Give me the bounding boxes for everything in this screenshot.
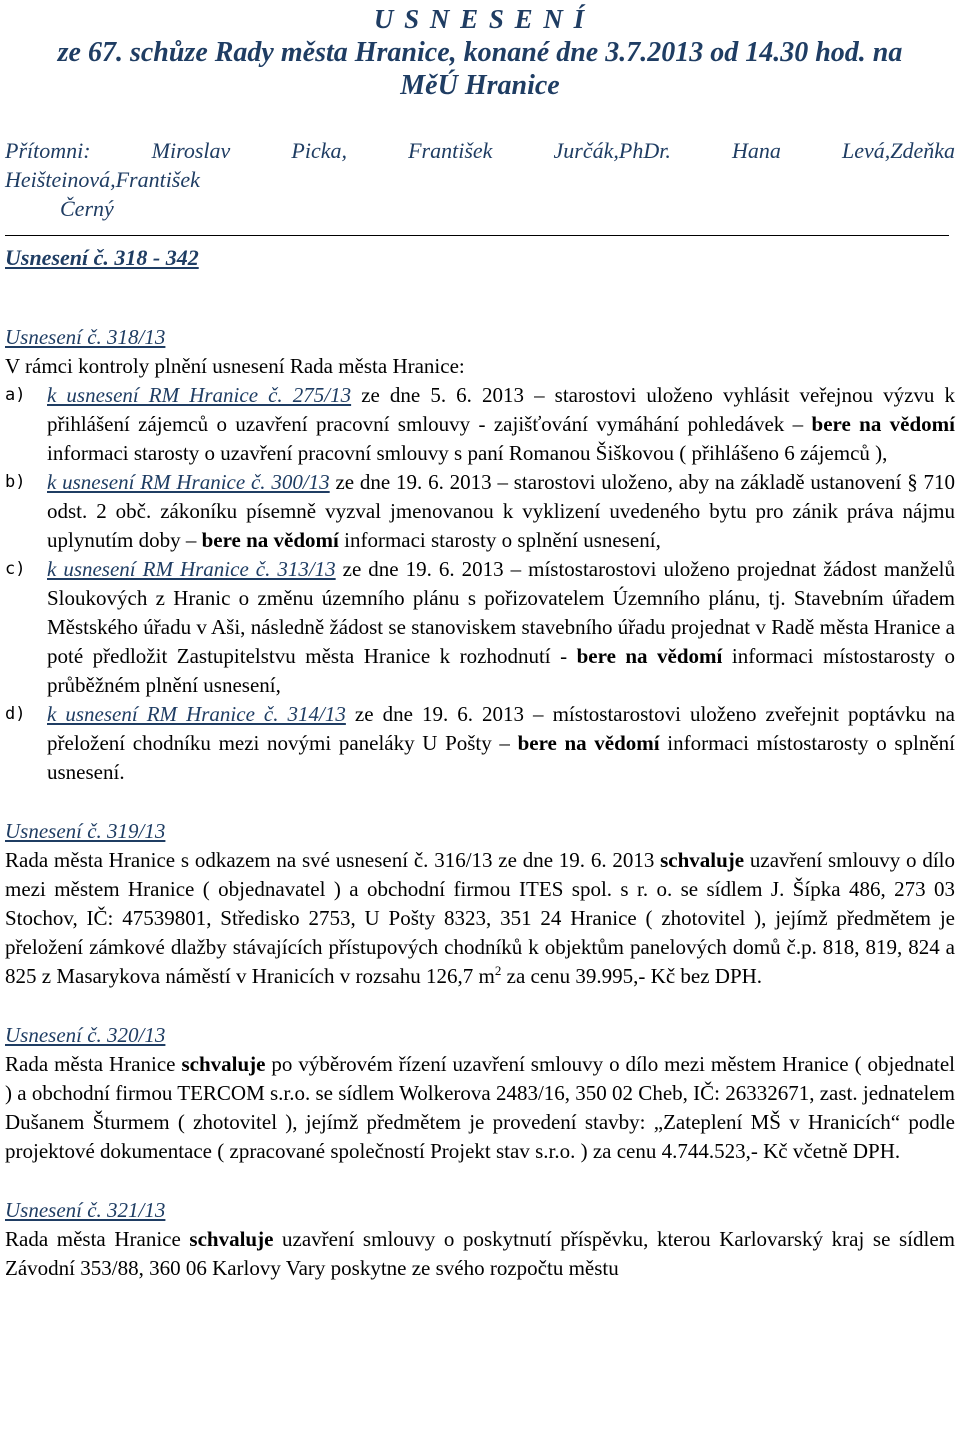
resolution-body: uzavření smlouvy o dílo mezi městem Hranice ( objednavatel ) a obchodní firmou ITES spol. s r. o. se sídlem J. Šípka 486, 273 03 Stochov, IČ: 47539801, Středisko 2753, U Pošty 8323, 351 24 Hranice ( zhotovitel ), jejímž předmětem je přeložení zámkové dlažby stávajících přístupových chodníků k objektům panelových domů č.p. 818, 819, 824 a 825 z Masarykova náměstí v Hranicích v rozsahu 126,7 m xyxy=(5,848,955,988)
item-body: informaci místostarosty o splnění usnesení. xyxy=(47,731,955,784)
item-body: informaci starosty o splnění usnesení, xyxy=(338,528,661,552)
attendance-row-1 xyxy=(5,136,955,165)
item-letter: d) xyxy=(5,704,26,724)
attendance-row-2: Heišteinová,František xyxy=(5,167,200,192)
resolution-body: po výběrovém řízení uzavření smlouvy o dílo mezi městem Hranice ( objednatel ) a obchodní firmou TERCOM s.r.o. se sídlem Wolkerova 2483/16, 350 02 Cheb, IČ: 26332671, zast. jednatelem Dušanem Šturmem ( zhotovitel ), jejímž předmětem je provedení stavby: „Zateplení MŠ v Hranicích“ podle projektové dokumentace ( zpracované společností Projekt stav s.r.o. ) za cenu 4.744.523,- Kč včetně DPH. xyxy=(5,1052,955,1163)
item-text xyxy=(47,381,955,468)
attendee-word: Jurčák,PhDr. xyxy=(553,138,671,163)
item-letter: a) xyxy=(5,385,26,405)
item-body: ze dne 19. 6. 2013 – místostarostovi uloženo zveřejnit poptávku na přeložení chodníku mezi novými paneláky U Pošty – xyxy=(47,702,955,755)
item-letter: b) xyxy=(5,472,26,492)
attendance-label: Přítomni: xyxy=(5,138,91,163)
item-letter: c) xyxy=(5,559,26,579)
resolution-318-heading: Usnesení č. 318/13 xyxy=(5,325,166,349)
reference: k usnesení RM Hranice č. 275/13 xyxy=(47,383,352,407)
resolution-318-item-c xyxy=(5,555,955,700)
attendance-row-3: Černý xyxy=(60,196,114,221)
resolution-body: Rada města Hranice xyxy=(5,1052,182,1076)
attendee-word: Hana xyxy=(731,138,781,163)
resolution-318-intro: V rámci kontroly plnění usnesení Rada města Hranice: xyxy=(5,354,465,378)
superscript: 2 xyxy=(494,963,502,978)
resolution-320-text xyxy=(5,1050,955,1166)
reference: k usnesení RM Hranice č. 314/13 xyxy=(47,702,346,726)
attendance-section xyxy=(5,136,955,223)
item-text xyxy=(47,555,955,700)
bold-phrase: schvaluje xyxy=(181,1052,266,1076)
attendee-word: Levá,Zdeňka xyxy=(841,138,955,163)
attendee-word: František xyxy=(408,138,493,163)
bold-phrase: bere na vědomí xyxy=(811,412,955,436)
reference: k usnesení RM Hranice č. 300/13 xyxy=(47,470,330,494)
resolution-range: Usnesení č. 318 - 342 xyxy=(5,245,199,270)
resolution-318-item-d xyxy=(5,700,955,787)
item-body: informaci místostarosty o průběžném plnění usnesení, xyxy=(47,644,955,697)
item-text xyxy=(47,700,955,787)
bold-phrase: bere na vědomí xyxy=(517,731,660,755)
item-body: informaci starosty o uzavření pracovní smlouvy s paní Romanou Šiškovou ( přihlášeno 6 zájemců ), xyxy=(47,441,888,465)
bold-phrase: bere na vědomí xyxy=(201,528,339,552)
resolution-body: uzavření smlouvy o poskytnutí příspěvku, kterou Karlovarský kraj se sídlem Závodní 353/88, 360 06 Karlovy Vary poskytne ze svého rozpočtu městu xyxy=(5,1227,955,1280)
item-body: ze dne 5. 6. 2013 – starostovi uloženo vyhlásit veřejnou výzvu k přihlášení zájemců o uzavření pracovní smlouvy - zajišťování vymáhání pohledávek – xyxy=(47,383,956,436)
resolution-320-heading: Usnesení č. 320/13 xyxy=(5,1023,166,1047)
item-body: ze dne 19. 6. 2013 – starostovi uloženo, aby na základě ustanovení § 710 odst. 2 obč. zákoníku písemně vyzval jmenovanou k vyklizení uvedeného bytu pro zánik práva nájmu uplynutím doby – xyxy=(47,470,955,552)
resolution-body: za cenu 39.995,- Kč bez DPH. xyxy=(501,964,763,988)
bold-phrase: schvaluje xyxy=(189,1227,274,1251)
resolution-318-item-a xyxy=(5,381,955,468)
resolution-document xyxy=(5,0,955,1283)
resolution-321-text xyxy=(5,1225,955,1283)
resolution-318-item-b xyxy=(5,468,955,555)
attendee-word: Picka, xyxy=(291,138,347,163)
divider-line xyxy=(5,235,949,236)
resolution-319-text xyxy=(5,846,955,991)
document-title: U S N E S E N Í xyxy=(373,4,587,34)
resolution-321-heading: Usnesení č. 321/13 xyxy=(5,1198,166,1222)
meeting-location: MěÚ Hranice xyxy=(400,70,560,101)
resolution-body: Rada města Hranice xyxy=(5,1227,190,1251)
resolution-319-heading: Usnesení č. 319/13 xyxy=(5,819,166,843)
bold-phrase: bere na vědomí xyxy=(576,644,723,668)
item-text xyxy=(47,468,955,555)
reference: k usnesení RM Hranice č. 313/13 xyxy=(47,557,336,581)
item-body: ze dne 19. 6. 2013 – místostarostovi uloženo projednat žádost manželů Sloukových z Hranic o změnu územního plánu s pořizovatelem Územního plánu, tj. Stavebním úřadem Městského úřadu v Aši, následně žádost se stanoviskem stavebního úřadu projednat v Radě města Hranice a poté předložit Zastupitelstvu města Hranice k rozhodnutí - xyxy=(47,557,955,668)
resolution-body: Rada města Hranice s odkazem na své usnesení č. 316/13 ze dne 19. 6. 2013 xyxy=(5,848,661,872)
bold-phrase: schvaluje xyxy=(660,848,745,872)
meeting-subtitle: ze 67. schůze Rady města Hranice, konané dne 3.7.2013 od 14.30 hod. na xyxy=(57,37,903,68)
attendee-word: Miroslav xyxy=(151,138,231,163)
